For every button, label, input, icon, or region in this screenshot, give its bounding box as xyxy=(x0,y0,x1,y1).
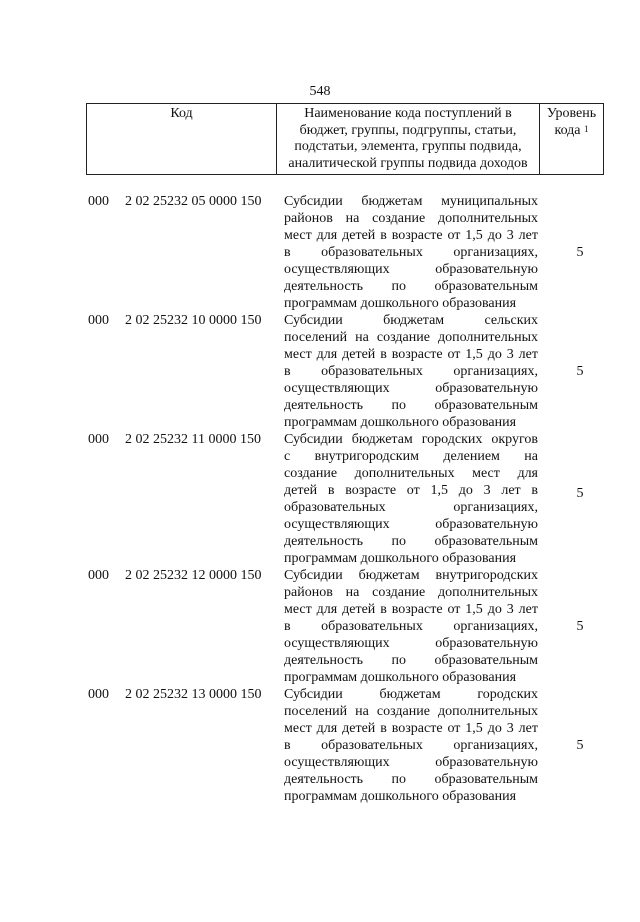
income-name-line: в образовательных организациях, xyxy=(284,245,538,260)
header-level-line xyxy=(540,123,603,140)
code-level: 5 xyxy=(576,738,584,753)
income-name-line: осуществляющих образовательную xyxy=(284,262,538,277)
income-name-line: деятельность по образовательным xyxy=(284,279,538,294)
header-name-line: бюджет, группы, подгруппы, статьи, xyxy=(299,122,517,138)
table-header xyxy=(86,103,604,175)
income-name xyxy=(284,193,538,312)
income-name-line: Субсидии бюджетам внутригородских xyxy=(284,568,538,583)
code-level: 5 xyxy=(576,245,584,260)
admin-code: 000 xyxy=(88,432,109,447)
income-name xyxy=(284,431,538,567)
income-name-line: программам дошкольного образования xyxy=(284,670,517,685)
code-level: 5 xyxy=(576,486,584,501)
header-level xyxy=(540,104,604,174)
income-name-line: с внутригородским делением на xyxy=(284,449,538,464)
admin-code: 000 xyxy=(88,194,109,209)
income-code: 2 02 25232 12 0000 150 xyxy=(125,568,262,583)
income-name-line: программам дошкольного образования xyxy=(284,415,517,430)
income-name-line: программам дошкольного образования xyxy=(284,789,517,804)
admin-code: 000 xyxy=(88,687,109,702)
income-name-line: осуществляющих образовательную xyxy=(284,517,538,532)
admin-code: 000 xyxy=(88,313,109,328)
code-level: 5 xyxy=(576,619,584,634)
income-name-line: осуществляющих образовательную xyxy=(284,381,538,396)
income-name-line: программам дошкольного образования xyxy=(284,551,517,566)
header-name-line: подстатьи, элемента, группы подвида, xyxy=(294,139,522,154)
income-name xyxy=(284,312,538,431)
income-name-line: поселений на создание дополнительных xyxy=(284,704,538,719)
header-level-line: Уровень xyxy=(546,106,597,121)
income-name-line: в образовательных организациях, xyxy=(284,364,538,379)
header-code: Код xyxy=(86,104,277,174)
income-name-line: Субсидии бюджетам городских округов xyxy=(284,432,538,447)
income-code: 2 02 25232 13 0000 150 xyxy=(125,687,262,702)
admin-code: 000 xyxy=(88,568,109,583)
header-name-line: Наименование кода поступлений в xyxy=(304,106,512,121)
income-name-line: деятельность по образовательным xyxy=(284,653,538,668)
code-level: 5 xyxy=(576,364,584,379)
income-name-line: поселений на создание дополнительных xyxy=(284,330,538,345)
page-number: 548 xyxy=(309,84,331,99)
income-name-line: Субсидии бюджетам городских xyxy=(284,687,538,702)
income-name-line: районов на создание дополнительных xyxy=(284,585,538,600)
income-name-line: мест для детей в возрасте от 1,5 до 3 лет xyxy=(284,721,538,736)
income-name-line: в образовательных организациях, xyxy=(284,738,538,753)
income-code: 2 02 25232 05 0000 150 xyxy=(125,194,262,209)
header-name xyxy=(277,104,540,174)
income-name-line: мест для детей в возрасте от 1,5 до 3 лет xyxy=(284,602,538,617)
income-name-line: осуществляющих образовательную xyxy=(284,755,538,770)
income-name-line: программам дошкольного образования xyxy=(284,296,517,311)
income-name-line: мест для детей в возрасте от 1,5 до 3 лет xyxy=(284,228,538,243)
income-name xyxy=(284,567,538,686)
footnote-marker: 1 xyxy=(584,123,589,134)
income-name-line: создание дополнительных мест для xyxy=(284,466,538,481)
income-name-line: детей в возрасте от 1,5 до 3 лет в xyxy=(284,483,538,498)
income-name-line: деятельность по образовательным xyxy=(284,772,538,787)
income-name-line: мест для детей в возрасте от 1,5 до 3 лет xyxy=(284,347,538,362)
income-name-line: в образовательных организациях, xyxy=(284,619,538,634)
income-name-line: осуществляющих образовательную xyxy=(284,636,538,651)
income-name-line: образовательных организациях, xyxy=(284,500,538,515)
income-name-line: Субсидии бюджетам сельских xyxy=(284,313,538,328)
income-code: 2 02 25232 10 0000 150 xyxy=(125,313,262,328)
header-name-line: аналитической группы подвида доходов xyxy=(288,155,528,171)
income-name-line: районов на создание дополнительных xyxy=(284,211,538,226)
income-code: 2 02 25232 11 0000 150 xyxy=(125,432,261,447)
income-name-line: деятельность по образовательным xyxy=(284,534,538,549)
income-name-line: Субсидии бюджетам муниципальных xyxy=(284,194,538,209)
income-name xyxy=(284,686,538,805)
header-level-word: кода xyxy=(554,122,581,138)
income-name-line: деятельность по образовательным xyxy=(284,398,538,413)
